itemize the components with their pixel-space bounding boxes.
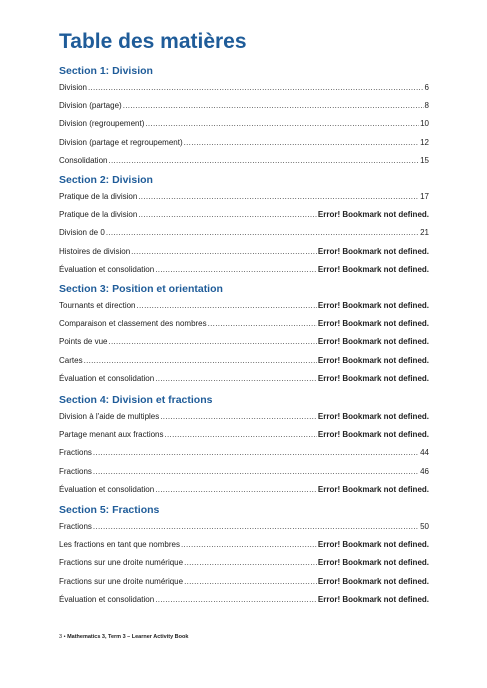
entry-label: Tournants et direction (59, 301, 136, 310)
toc-entry[interactable] (59, 224, 429, 242)
toc-section-4 (59, 392, 429, 499)
toc-entry[interactable] (59, 444, 429, 462)
dot-leader (123, 97, 424, 115)
entry-label: Évaluation et consolidation (59, 373, 155, 383)
entry-page: Error! Bookmark not defined. (317, 355, 429, 365)
entry-label: Fractions (59, 448, 92, 458)
entry-page: Error! Bookmark not defined. (317, 412, 429, 421)
toc-entry[interactable] (59, 536, 429, 554)
entry-label: Évaluation et consolidation (59, 264, 155, 274)
entry-page: Error! Bookmark not defined. (317, 246, 429, 256)
page-footer (59, 634, 188, 640)
toc-entry[interactable] (59, 333, 429, 351)
section-heading: Section 2: Division (59, 174, 153, 186)
entry-page: Error! Bookmark not defined. (317, 301, 429, 310)
entry-page: 21 (420, 228, 429, 238)
toc-entry[interactable] (59, 481, 429, 499)
entry-label: Consolidation (59, 155, 108, 165)
dot-leader (184, 554, 317, 572)
dot-leader (138, 206, 317, 224)
entry-page: 44 (420, 448, 429, 458)
entry-page: 6 (424, 83, 429, 92)
entry-label: Évaluation et consolidation (59, 484, 155, 494)
entry-page: Error! Bookmark not defined. (317, 594, 429, 604)
footer-bullet: • (63, 634, 66, 640)
dot-leader (208, 315, 317, 333)
entry-page: Error! Bookmark not defined. (317, 484, 429, 494)
entry-label: Division (59, 83, 88, 92)
section-heading: Section 3: Position et orientation (59, 283, 223, 295)
entry-page: Error! Bookmark not defined. (317, 540, 429, 550)
entry-page: Error! Bookmark not defined. (317, 264, 429, 274)
toc-section-1 (59, 63, 429, 170)
dot-leader (131, 243, 317, 261)
entry-label: Évaluation et consolidation (59, 594, 155, 604)
toc-entry[interactable] (59, 573, 429, 591)
section-heading: Section 1: Division (59, 65, 153, 77)
entry-page: 12 (420, 137, 429, 147)
toc-entry[interactable] (59, 261, 429, 279)
toc-section-5 (59, 502, 429, 609)
entry-label: Fractions (59, 522, 92, 531)
toc-entry[interactable] (59, 152, 429, 170)
entry-label: Histoires de division (59, 246, 131, 256)
dot-leader (137, 297, 317, 315)
entry-label: Division (partage) (59, 101, 122, 111)
entry-page: 17 (420, 192, 429, 201)
toc-section-3 (59, 281, 429, 388)
entry-page: Error! Bookmark not defined. (317, 373, 429, 383)
toc-section-2 (59, 172, 429, 279)
entry-page: Error! Bookmark not defined. (317, 210, 429, 220)
entry-label: Division à l'aide de multiples (59, 412, 160, 421)
entry-label: Pratique de la division (59, 192, 138, 201)
entry-page: Error! Bookmark not defined. (317, 558, 429, 568)
dot-leader (155, 261, 317, 279)
entry-label: Fractions sur une droite numérique (59, 576, 184, 586)
dot-leader (145, 115, 419, 133)
section-heading: Section 4: Division et fractions (59, 394, 213, 406)
dot-leader (184, 134, 419, 152)
entry-label: Partage menant aux fractions (59, 430, 164, 440)
toc-entry[interactable] (59, 188, 429, 206)
entry-label: Les fractions en tant que nombres (59, 540, 180, 550)
entry-label: Fractions (59, 466, 92, 476)
toc-entry[interactable] (59, 554, 429, 572)
toc-entry[interactable] (59, 426, 429, 444)
dot-leader (155, 370, 317, 388)
dot-leader (84, 352, 317, 370)
toc-entry[interactable] (59, 408, 429, 426)
entry-label: Cartes (59, 355, 83, 365)
dot-leader (165, 426, 317, 444)
toc-entry[interactable] (59, 591, 429, 609)
entry-label: Pratique de la division (59, 210, 138, 220)
entry-page: 15 (420, 155, 429, 165)
dot-leader (181, 536, 317, 554)
entry-page: Error! Bookmark not defined. (317, 576, 429, 586)
entry-page: 46 (420, 466, 429, 476)
toc-entry[interactable] (59, 243, 429, 261)
dot-leader (108, 152, 419, 170)
footer-page-number: 3 (59, 634, 63, 640)
entry-page: 8 (424, 101, 429, 111)
dot-leader (184, 573, 317, 591)
dot-leader (93, 463, 419, 481)
toc-entry[interactable] (59, 79, 429, 97)
entry-page: Error! Bookmark not defined. (317, 337, 429, 347)
entry-label: Fractions sur une droite numérique (59, 558, 184, 568)
toc-entry[interactable] (59, 518, 429, 536)
toc-entry[interactable] (59, 115, 429, 133)
dot-leader (138, 188, 419, 206)
footer-book-title: Mathematics 3, Term 3 – Learner Activity Book (67, 634, 189, 640)
dot-leader (88, 79, 424, 97)
entry-page: 50 (420, 522, 429, 531)
toc-entry[interactable] (59, 134, 429, 152)
page-title: Table des matières (59, 30, 247, 53)
dot-leader (155, 591, 317, 609)
entry-label: Points de vue (59, 337, 108, 347)
entry-label: Division (partage et regroupement) (59, 137, 183, 147)
toc-entry[interactable] (59, 463, 429, 481)
entry-page: 10 (420, 119, 429, 129)
dot-leader (93, 444, 419, 462)
dot-leader (93, 518, 419, 536)
toc-entry[interactable] (59, 315, 429, 333)
dot-leader (108, 333, 316, 351)
dot-leader (106, 224, 419, 242)
dot-leader (155, 481, 317, 499)
toc-entry[interactable] (59, 370, 429, 388)
toc-entry[interactable] (59, 97, 429, 115)
toc-entry[interactable] (59, 206, 429, 224)
entry-page: Error! Bookmark not defined. (317, 430, 429, 440)
entry-label: Division (regroupement) (59, 119, 145, 129)
dot-leader (160, 408, 317, 426)
entry-page: Error! Bookmark not defined. (317, 319, 429, 329)
entry-label: Comparaison et classement des nombres (59, 319, 207, 329)
entry-label: Division de 0 (59, 228, 105, 238)
toc-entry[interactable] (59, 352, 429, 370)
section-heading: Section 5: Fractions (59, 504, 160, 516)
toc-entry[interactable] (59, 297, 429, 315)
